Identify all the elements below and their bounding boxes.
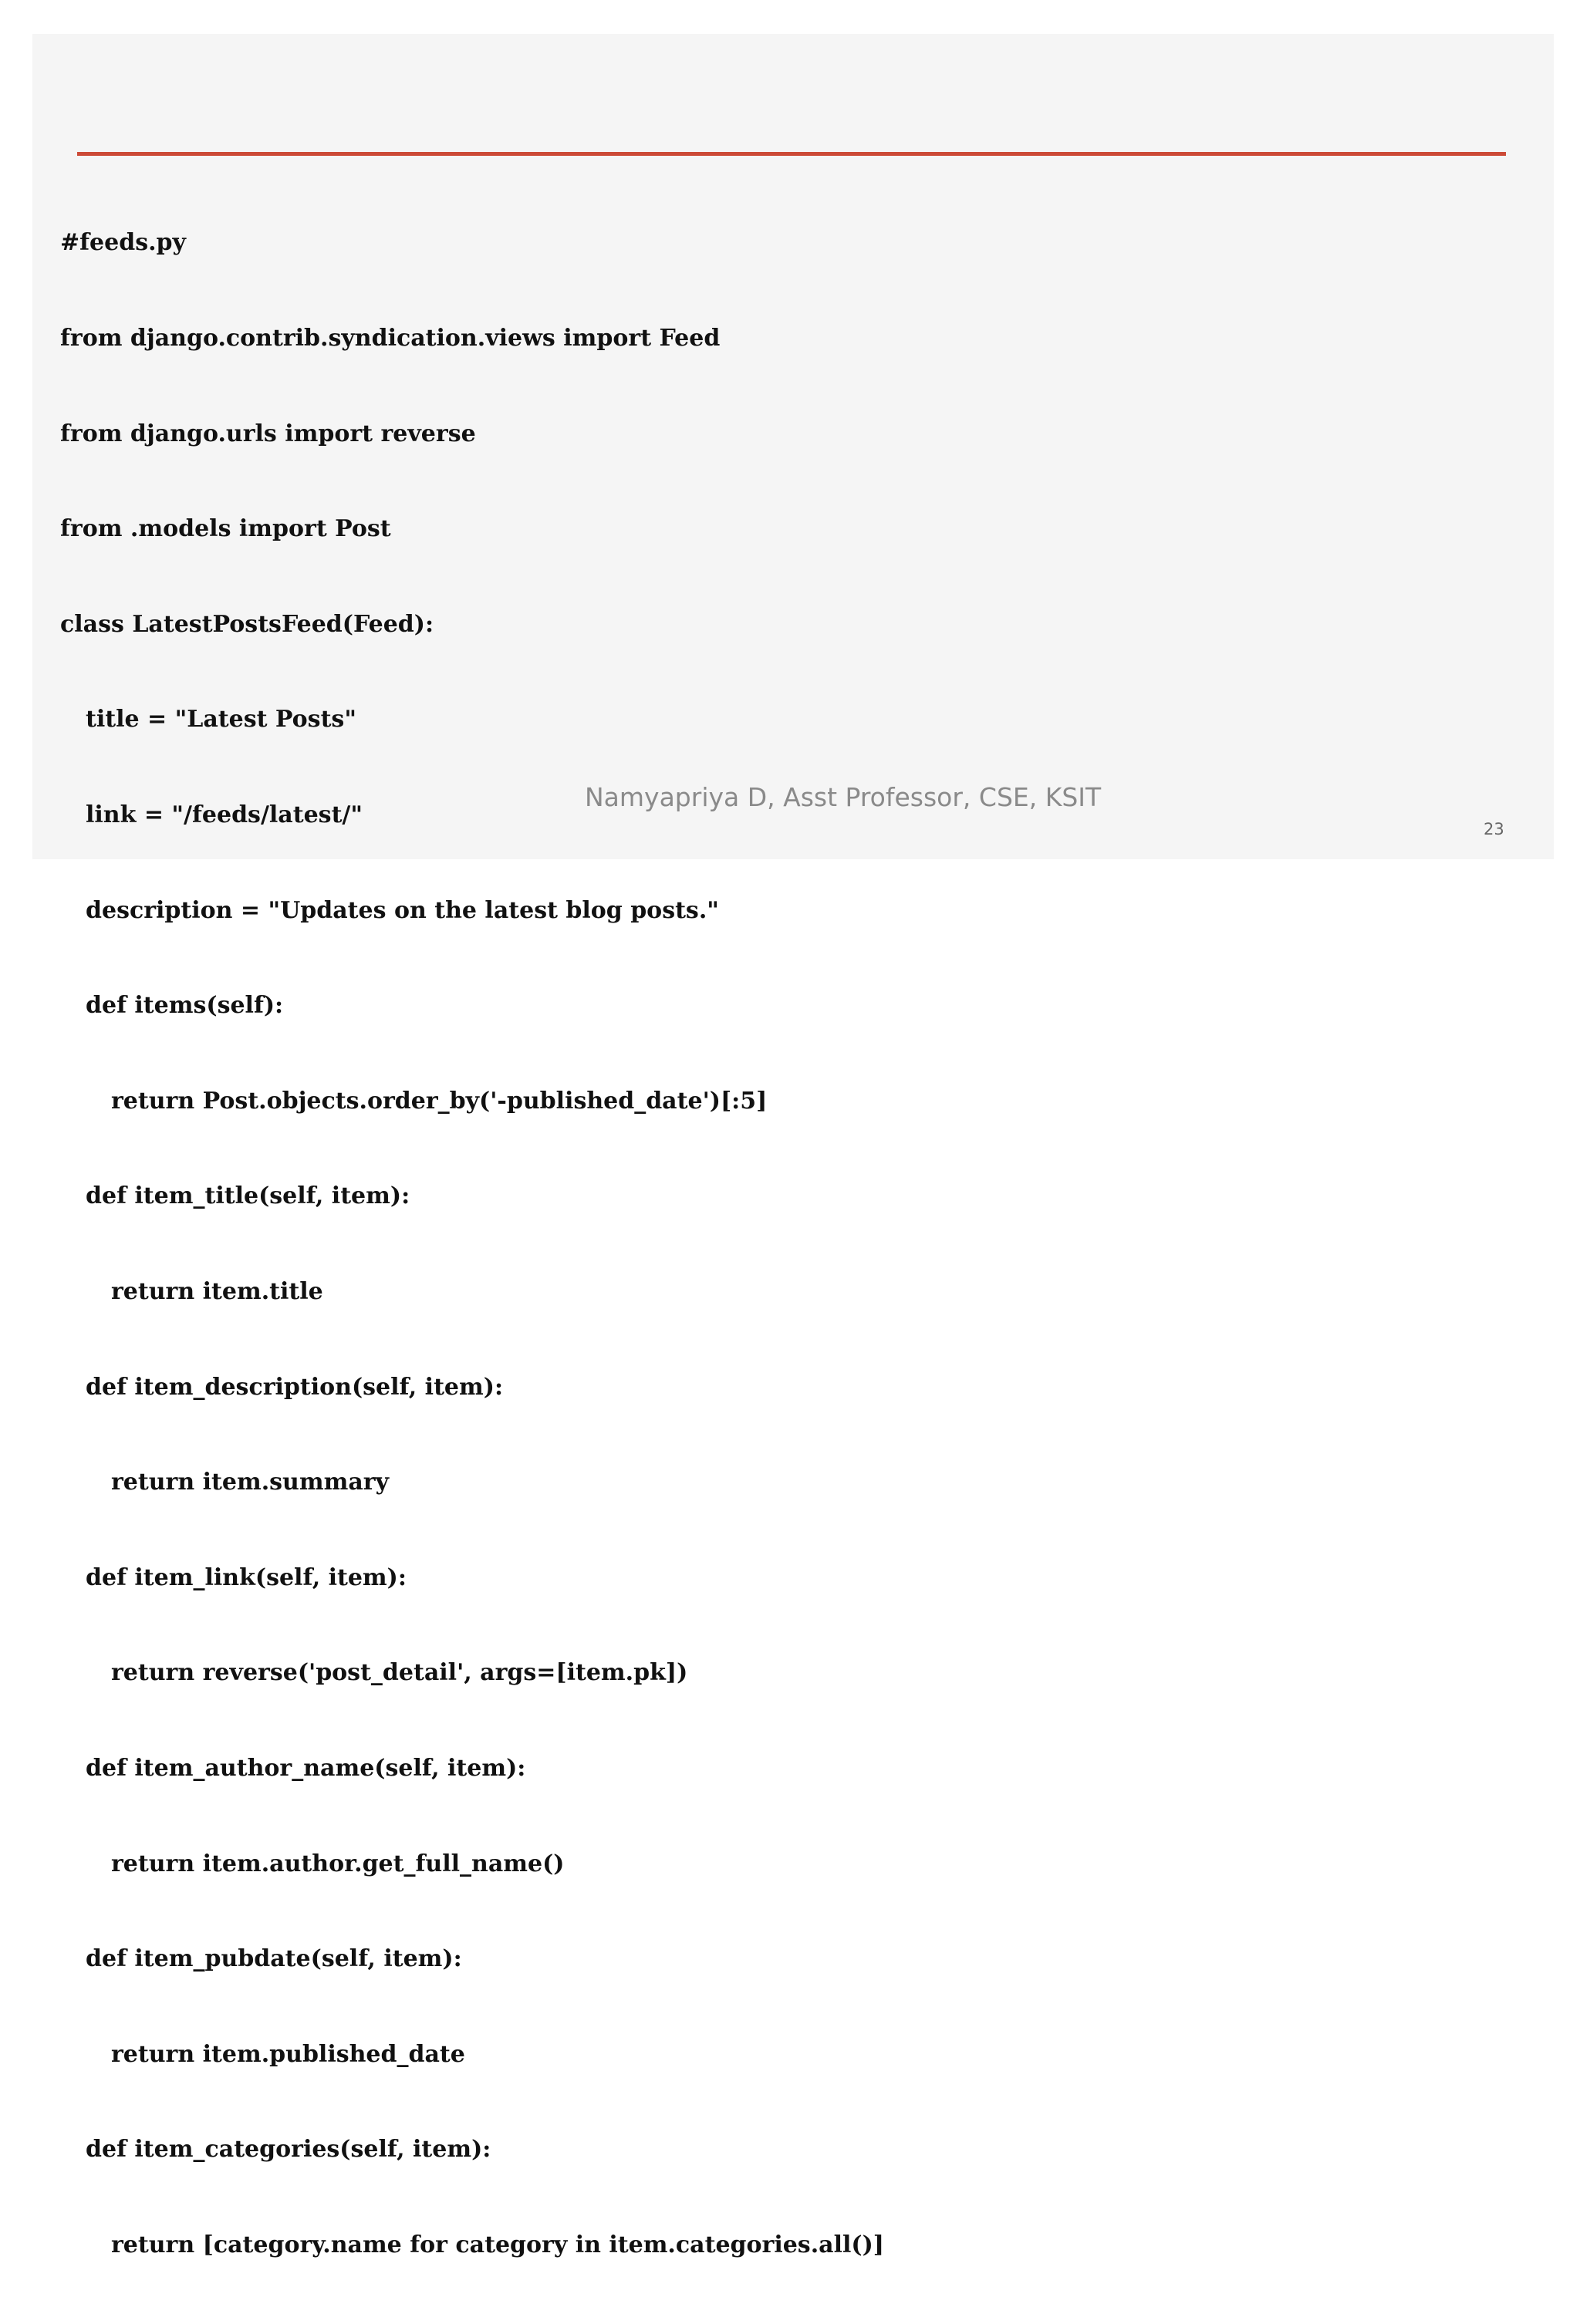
code-line: #feeds.py xyxy=(60,229,186,257)
code-line: def items(self): xyxy=(86,992,284,1020)
code-line: class LatestPostsFeed(Feed): xyxy=(60,610,434,638)
code-line: return item.title xyxy=(111,1277,323,1305)
code-line: def item_title(self, item): xyxy=(86,1182,410,1210)
code-line: from django.contrib.syndication.views import Feed xyxy=(60,325,721,352)
code-line: def item_pubdate(self, item): xyxy=(86,1945,462,1973)
code-line: return item.published_date xyxy=(111,2040,465,2068)
code-line: return item.author.get_full_name() xyxy=(111,1850,565,1877)
code-line: return item.summary xyxy=(111,1469,390,1496)
code-line: return [category.name for category in item.categories.all()] xyxy=(111,2231,884,2258)
code-block xyxy=(60,164,884,2324)
code-line: def item_link(self, item): xyxy=(86,1563,407,1591)
slide xyxy=(32,34,1554,2258)
title-divider-line xyxy=(77,152,1506,156)
code-line: from .models import Post xyxy=(60,515,391,543)
page-number: 23 xyxy=(1484,820,1504,838)
code-line: return Post.objects.order_by('-published_date')[:5] xyxy=(111,1087,768,1115)
code-line: def item_author_name(self, item): xyxy=(86,1754,526,1782)
code-line: from django.urls import reverse xyxy=(60,420,476,447)
code-line: title = "Latest Posts" xyxy=(86,706,356,734)
code-line: return reverse('post_detail', args=[item.pk]) xyxy=(111,1659,688,1687)
footer-author: Namyapriya D, Asst Professor, CSE, KSIT xyxy=(585,782,1102,812)
code-line: description = "Updates on the latest blog posts." xyxy=(86,896,719,924)
code-line: def item_description(self, item): xyxy=(86,1373,504,1401)
code-line: link = "/feeds/latest/" xyxy=(86,801,363,828)
code-line: def item_categories(self, item): xyxy=(86,2136,491,2164)
